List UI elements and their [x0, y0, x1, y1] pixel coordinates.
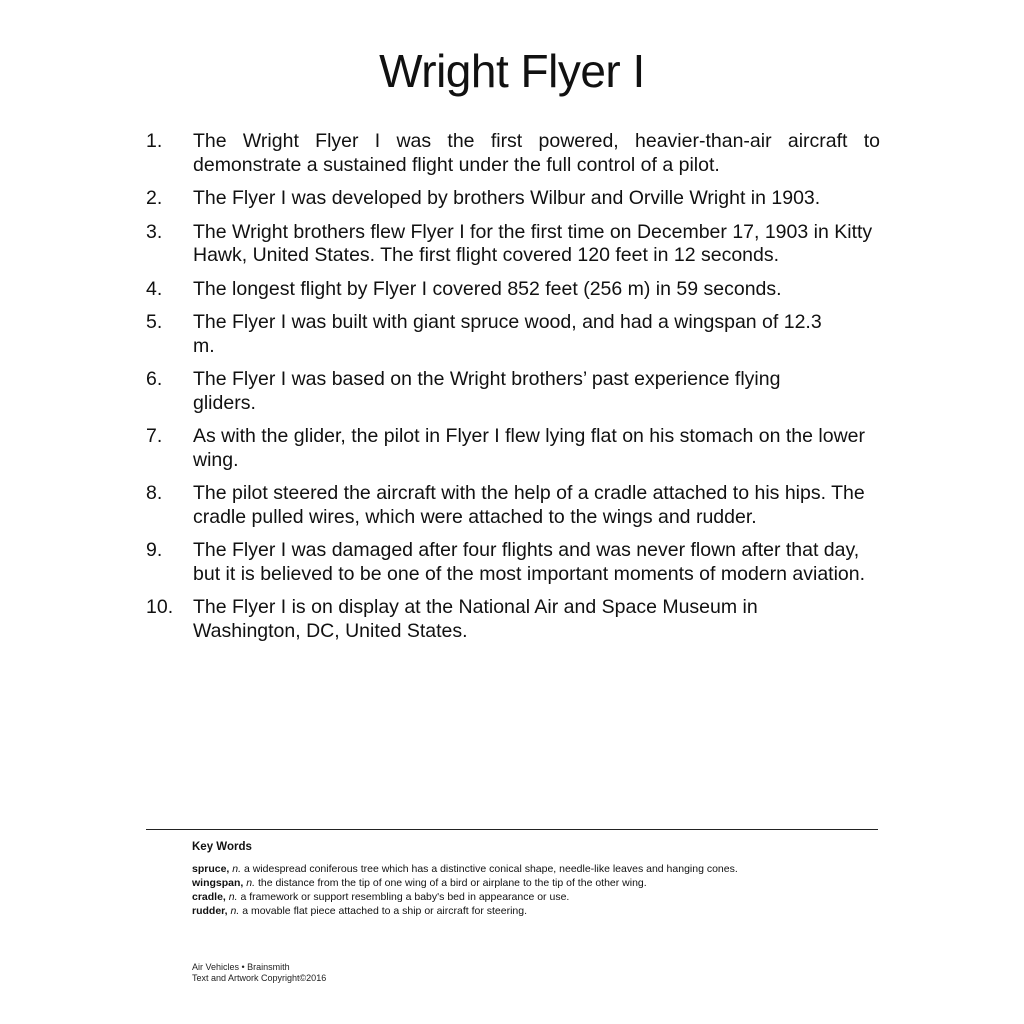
list-item-number: 7.	[146, 425, 163, 447]
key-word-entry	[192, 904, 892, 918]
key-word-term: rudder,	[192, 905, 228, 917]
list-item	[146, 596, 880, 643]
key-word-part-of-speech: n.	[232, 863, 242, 875]
page-title: Wright Flyer I	[379, 45, 645, 97]
list-item-number: 6.	[146, 368, 163, 390]
list-item-number: 1.	[146, 130, 163, 152]
list-item-text: The Flyer I was developed by brothers Wilbur and Orville Wright in 1903.	[193, 187, 821, 209]
list-item-number: 2.	[146, 187, 163, 209]
key-word-part-of-speech: n.	[228, 891, 238, 903]
list-item	[146, 539, 880, 586]
list-item	[146, 482, 880, 529]
list-item-text: The Wright Flyer I was the first powered, heavier-than-air aircraft to demonstrate a sustained flight under the full control of a pilot.	[193, 130, 880, 176]
list-item	[146, 368, 880, 415]
key-word-part-of-speech: n.	[230, 905, 240, 917]
key-word-entry	[192, 862, 892, 876]
list-item-number: 5.	[146, 311, 163, 333]
list-item-text: The Flyer I was built with giant spruce wood, and had a wingspan of 12.3 m.	[193, 311, 822, 357]
list-item	[146, 221, 880, 268]
list-item-text: The Flyer I was damaged after four flights and was never flown after that day, but it is believed to be one of the most important moments of modern aviation.	[193, 539, 866, 585]
key-word-entry	[192, 876, 892, 890]
list-item	[146, 130, 880, 177]
list-item-text: The Wright brothers flew Flyer I for the first time on December 17, 1903 in Kitty Hawk, United States. The first flight covered 120 feet in 12 seconds.	[193, 220, 873, 266]
list-item-number: 4.	[146, 277, 163, 300]
footer-copyright: Text and Artwork Copyright©2016	[192, 973, 327, 983]
section-divider	[146, 829, 878, 830]
key-word-definition: a movable flat piece attached to a ship or aircraft for steering.	[242, 905, 528, 917]
list-item-text: The longest flight by Flyer I covered 852 feet (256 m) in 59 seconds.	[193, 277, 782, 300]
list-item	[146, 187, 880, 211]
page-footer	[192, 962, 326, 984]
facts-list	[146, 130, 880, 653]
footer-series: Air Vehicles • Brainsmith	[192, 962, 290, 972]
key-words-section	[192, 840, 892, 918]
list-item-number: 3.	[146, 220, 163, 243]
key-word-definition: a widespread coniferous tree which has a distinctive conical shape, needle-like leaves and hanging cones.	[243, 863, 738, 875]
list-item-text: The pilot steered the aircraft with the help of a cradle attached to his hips. The cradle pulled wires, which were attached to the wings and rudder.	[193, 482, 865, 528]
list-item-text: The Flyer I was based on the Wright brothers’ past experience flying gliders.	[193, 368, 781, 414]
list-item-text: As with the glider, the pilot in Flyer I flew lying flat on his stomach on the lower wing.	[193, 425, 865, 471]
list-item-number: 10.	[146, 596, 174, 618]
list-item	[146, 425, 880, 472]
list-item	[146, 311, 880, 358]
key-word-term: spruce,	[192, 863, 230, 875]
list-item-number: 9.	[146, 539, 163, 561]
key-word-entry	[192, 890, 892, 904]
list-item-text: The Flyer I is on display at the National Air and Space Museum in Washington, DC, United States.	[193, 596, 758, 642]
key-word-term: cradle,	[192, 891, 226, 903]
key-word-part-of-speech: n.	[246, 877, 256, 889]
key-word-definition: a framework or support resembling a baby's bed in appearance or use.	[240, 891, 570, 903]
key-word-term: wingspan,	[192, 877, 244, 889]
key-word-definition: the distance from the tip of one wing of a bird or airplane to the tip of the other wing.	[257, 877, 647, 889]
list-item-number: 8.	[146, 482, 163, 504]
key-words-heading: Key Words	[192, 841, 252, 853]
list-item	[146, 278, 880, 302]
